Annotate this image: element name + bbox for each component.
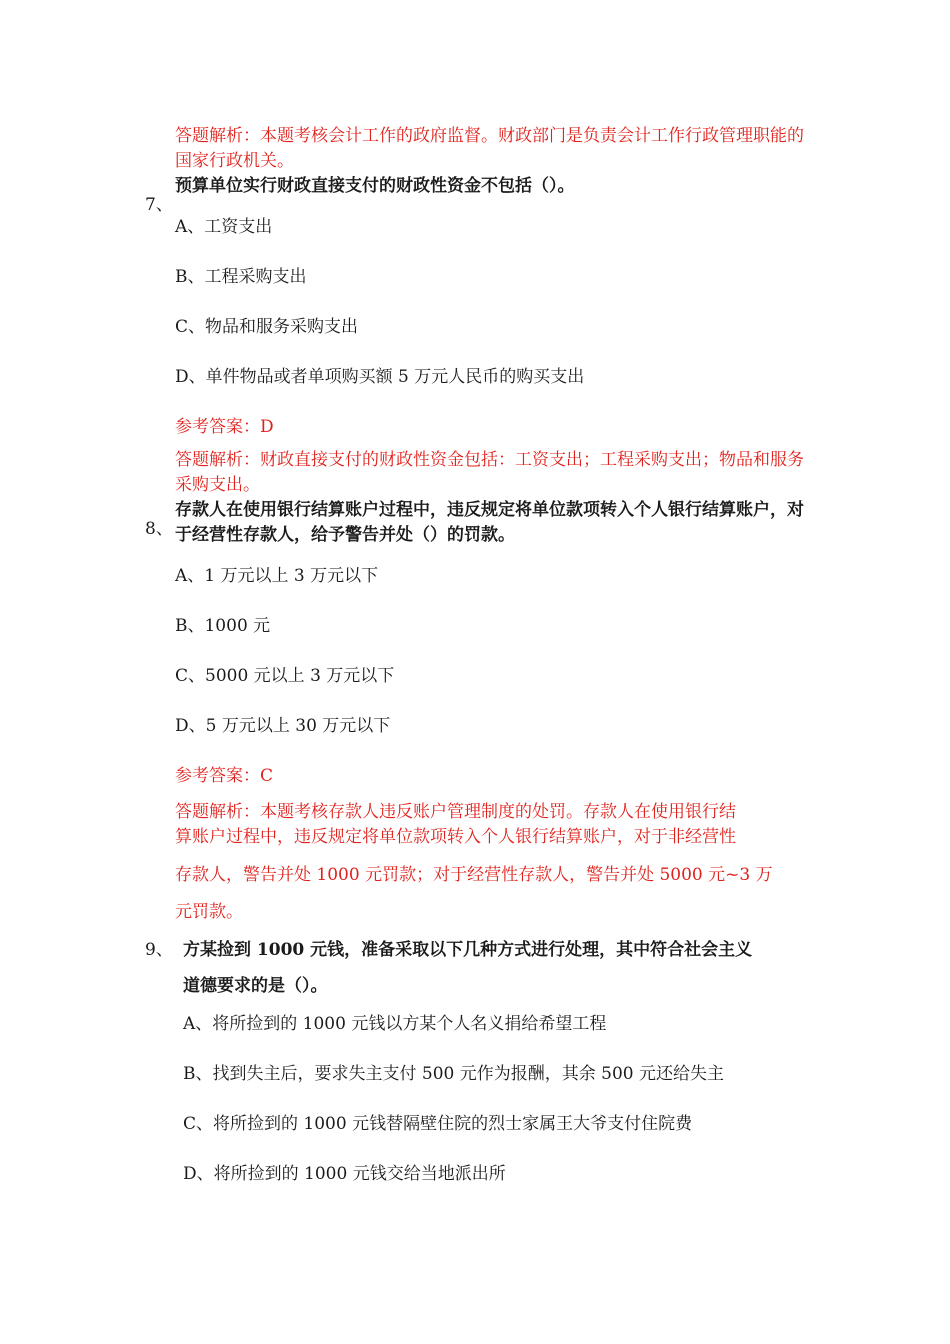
q7-number: 7、 <box>145 195 173 215</box>
q9-option-a: A、将所捡到的 1000 元钱以方某个人名义捐给希望工程 <box>183 1014 607 1034</box>
q8-option-b: B、1000 元 <box>175 616 271 636</box>
q7-option-b: B、工程采购支出 <box>175 267 307 287</box>
q7-question: 预算单位实行财政直接支付的财政性资金不包括（）。 <box>175 176 575 196</box>
q7-analysis: 答题解析：财政直接支付的财政性资金包括：工资支出；工程采购支出；物品和服务采购支出。 <box>175 450 804 495</box>
q8-option-a: A、1 万元以上 3 万元以下 <box>175 566 379 586</box>
q8-analysis-line-4: 元罚款。 <box>175 902 243 922</box>
q7-option-c: C、物品和服务采购支出 <box>175 317 359 337</box>
q8-option-d: D、5 万元以上 30 万元以下 <box>175 716 391 736</box>
q9-option-d: D、将所捡到的 1000 元钱交给当地派出所 <box>183 1164 506 1184</box>
q9-question-line-1: 方某捡到 1000 元钱，准备采取以下几种方式进行处理，其中符合社会主义 <box>183 940 753 960</box>
q7-option-d: D、单件物品或者单项购买额 5 万元人民币的购买支出 <box>175 367 585 387</box>
q9-option-c: C、将所捡到的 1000 元钱替隔壁住院的烈士家属王大爷支付住院费 <box>183 1114 693 1134</box>
q8-analysis-line-3: 存款人，警告并处 1000 元罚款；对于经营性存款人，警告并处 5000 元~3 万 <box>175 865 773 885</box>
q7-answer: 参考答案：D <box>175 417 274 437</box>
q7-option-a: A、工资支出 <box>175 217 273 237</box>
q6-analysis: 答题解析：本题考核会计工作的政府监督。财政部门是负责会计工作行政管理职能的国家行政机关。 <box>175 126 804 171</box>
q8-option-c: C、5000 元以上 3 万元以下 <box>175 666 395 686</box>
q8-analysis-line-2: 算账户过程中，违反规定将单位款项转入个人银行结算账户，对于非经营性 <box>175 827 736 847</box>
q9-question-line-2: 道德要求的是（）。 <box>183 976 328 996</box>
q8-number: 8、 <box>145 519 173 539</box>
q9-number: 9、 <box>145 940 173 960</box>
q9-option-b: B、找到失主后，要求失主支付 500 元作为报酬，其余 500 元还给失主 <box>183 1064 725 1084</box>
q8-answer: 参考答案：C <box>175 766 274 786</box>
q8-analysis-line-1: 答题解析：本题考核存款人违反账户管理制度的处罚。存款人在使用银行结 <box>175 802 736 822</box>
q8-question: 存款人在使用银行结算账户过程中，违反规定将单位款项转入个人银行结算账户，对于经营性存款人，给予警告并处（）的罚款。 <box>175 500 804 545</box>
